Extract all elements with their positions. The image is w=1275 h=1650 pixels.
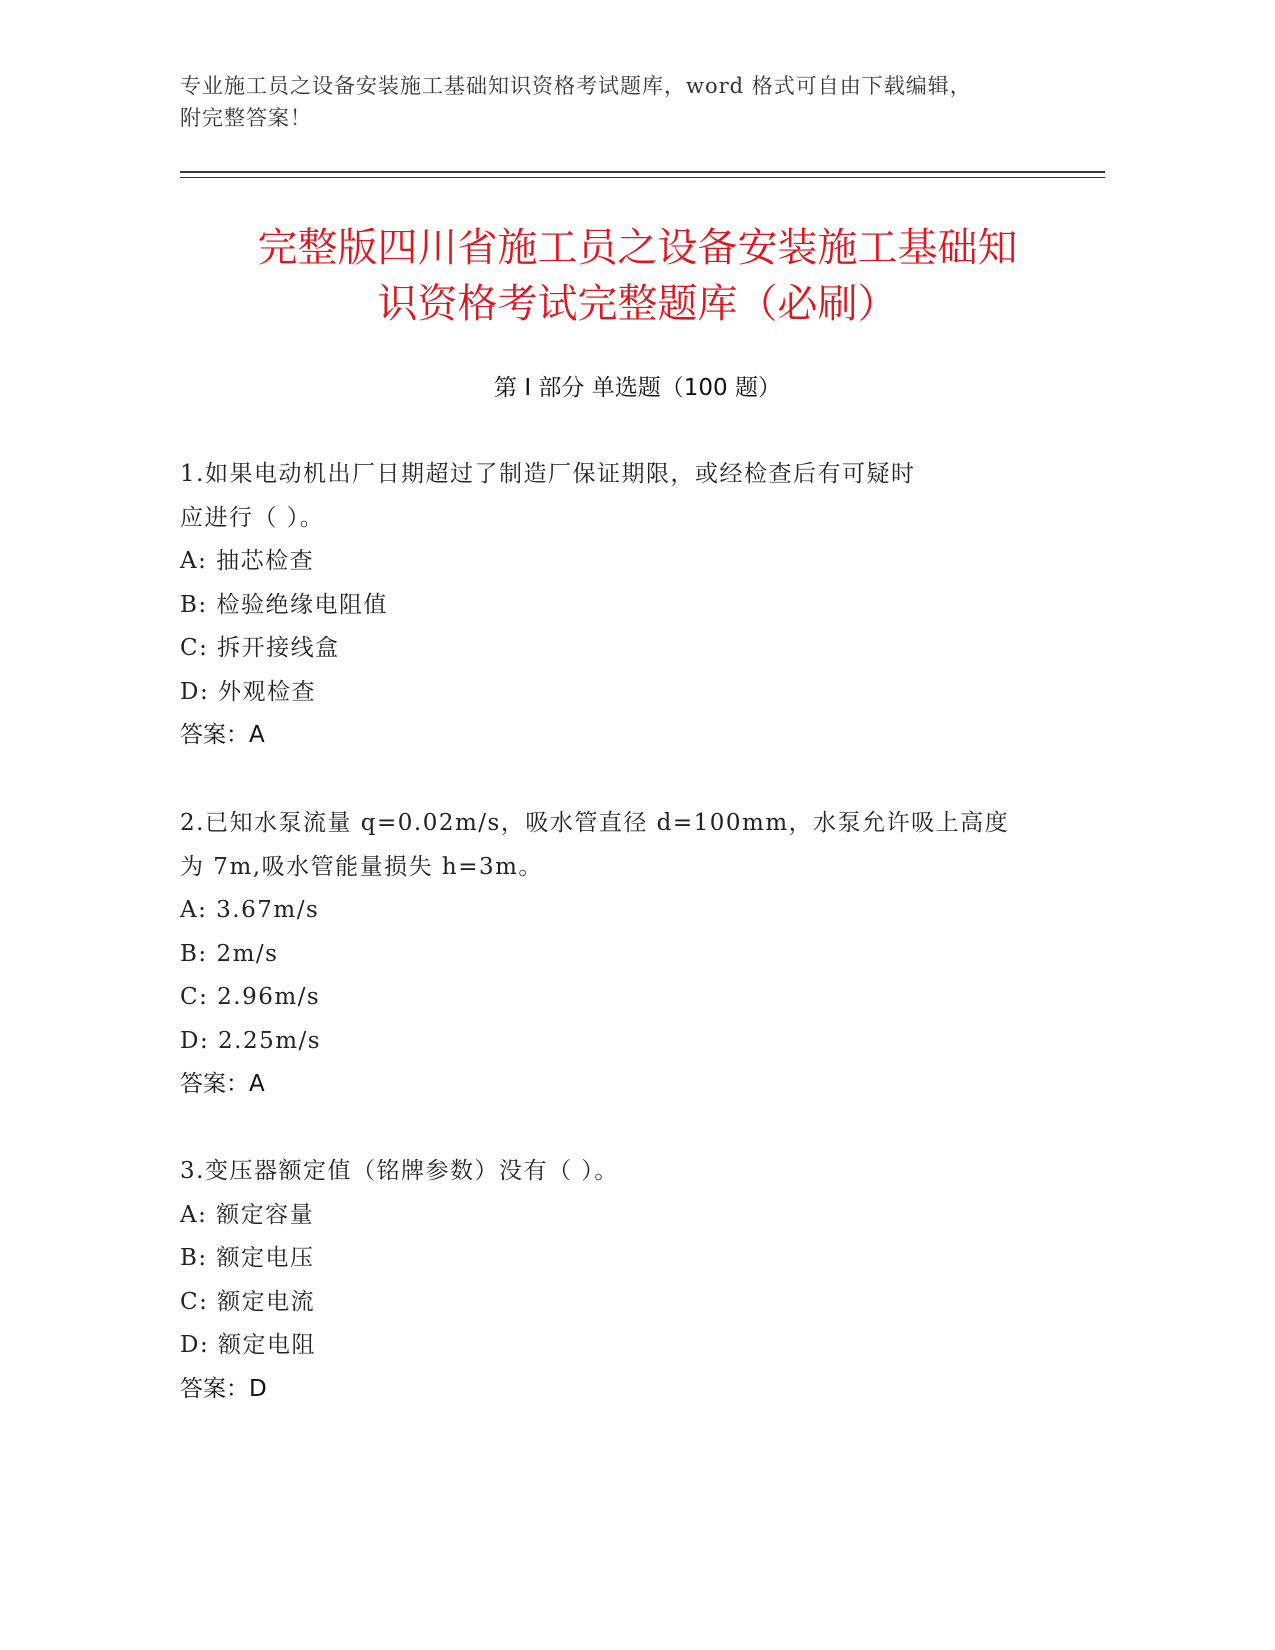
header-divider-thick — [180, 171, 1105, 173]
question-stem: 1.如果电动机出厂日期超过了制造厂保证期限，或经检查后有可疑时 — [180, 461, 916, 487]
option-c: C: 2.96m/s — [180, 984, 321, 1010]
question-stem: 应进行（ ）。 — [180, 504, 325, 531]
option-d: D: 2.25m/s — [180, 1027, 322, 1054]
question-stem: 3.变压器额定值（铭牌参数）没有（ ）。 — [180, 1158, 619, 1184]
section-heading: 第 I 部分 单选题（100 题） — [494, 375, 781, 401]
option-b: B: 2m/s — [180, 940, 279, 967]
title-line: 完整版四川省施工员之设备安装施工基础知 — [257, 225, 1018, 271]
option-b: B: 额定电压 — [180, 1245, 315, 1271]
option-a: A: 3.67m/s — [180, 897, 320, 923]
header-note-line: 专业施工员之设备安装施工基础知识资格考试题库，word 格式可自由下载编辑， — [180, 74, 972, 98]
question-stem: 2.已知水泵流量 q=0.02m/s，吸水管直径 d=100mm，水泵允许吸上高度 — [180, 810, 1010, 836]
option-c: C: 额定电流 — [180, 1288, 316, 1315]
question-block — [180, 802, 1060, 1107]
answer-label: 答案：D — [180, 1375, 267, 1402]
header-divider-thin — [180, 177, 1105, 178]
answer-label: 答案：A — [180, 1071, 265, 1097]
option-b: B: 检验绝缘电阻值 — [180, 591, 388, 618]
header-note — [180, 70, 1060, 134]
question-block — [180, 1150, 1060, 1411]
option-c: C: 拆开接线盒 — [180, 635, 340, 661]
option-a: A: 抽芯检查 — [180, 548, 315, 574]
document-title — [150, 220, 1125, 332]
title-line: 识资格考试完整题库（必刷） — [377, 281, 898, 327]
option-a: A: 额定容量 — [180, 1201, 315, 1228]
header-note-line: 附完整答案！ — [180, 106, 312, 130]
answer-label: 答案：A — [180, 722, 265, 748]
option-d: D: 额定电阻 — [180, 1332, 317, 1358]
question-block — [180, 453, 1060, 758]
question-stem: 为 7m,吸水管能量损失 h=3m。 — [180, 853, 543, 880]
option-d: D: 外观检查 — [180, 678, 317, 705]
